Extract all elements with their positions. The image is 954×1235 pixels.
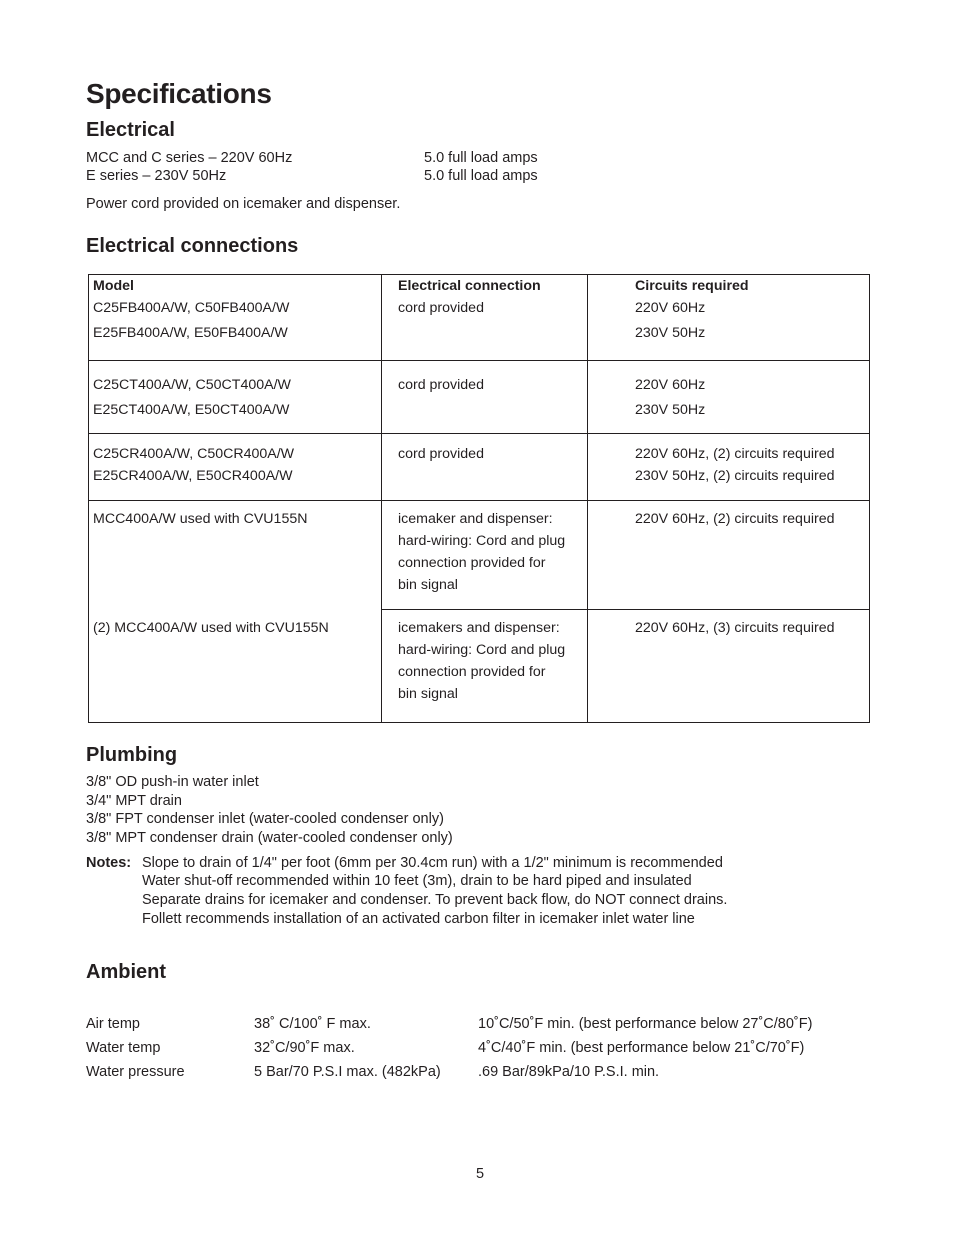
- ambient-label: Air temp: [86, 1016, 140, 1032]
- plumbing-line: 3/8" OD push-in water inlet: [86, 774, 259, 790]
- table-cell: icemaker and dispenser:: [398, 511, 553, 527]
- column-header-connection: Electrical connection: [398, 278, 541, 294]
- electrical-row-value: 5.0 full load amps: [424, 168, 538, 184]
- table-cell: icemakers and dispenser:: [398, 620, 560, 636]
- ambient-max: 38˚ C/100˚ F max.: [254, 1016, 371, 1032]
- column-divider: [381, 275, 382, 722]
- row-divider: [89, 433, 869, 434]
- page-title: Specifications: [86, 78, 272, 109]
- connections-heading: Electrical connections: [86, 235, 299, 257]
- table-row: [93, 374, 291, 421]
- plumbing-line: 3/4" MPT drain: [86, 793, 182, 809]
- table-cell: bin signal: [398, 577, 458, 593]
- page-number: 5: [476, 1166, 485, 1182]
- table-row: [93, 617, 329, 639]
- table-column: [398, 443, 484, 465]
- ambient-min: .69 Bar/89kPa/10 P.S.I. min.: [478, 1064, 660, 1080]
- table-cell: bin signal: [398, 686, 458, 702]
- table-column: [398, 617, 565, 705]
- table-column: [635, 374, 705, 421]
- note-line: Slope to drain of 1/4" per foot (6mm per 30.4cm run) with a 1/2" minimum is recommended: [142, 855, 723, 871]
- plumbing-line: 3/8" FPT condenser inlet (water-cooled condenser only): [86, 811, 444, 827]
- table-cell: 220V 60Hz: [635, 300, 706, 316]
- electrical-note: Power cord provided on icemaker and dispenser.: [86, 196, 401, 212]
- electrical-heading: Electrical: [86, 119, 175, 141]
- column-header-model: Model: [93, 278, 134, 294]
- table-cell: hard-wiring: Cord and plug: [398, 642, 566, 658]
- note-line: Separate drains for icemaker and condenser. To prevent back flow, do NOT connect drains.: [142, 892, 728, 908]
- table-cell: E25CT400A/W, E50CT400A/W: [93, 402, 290, 418]
- row-divider: [381, 609, 869, 610]
- plumbing-heading: Plumbing: [86, 744, 178, 766]
- table-column: [398, 275, 541, 319]
- column-divider: [587, 275, 588, 722]
- table-cell: (2) MCC400A/W used with CVU155N: [93, 620, 329, 636]
- table-cell: cord provided: [398, 377, 484, 393]
- note-line: Water shut-off recommended within 10 feet (3m), drain to be hard piped and insulated: [142, 873, 692, 889]
- ambient-min: 10˚C/50˚F min. (best performance below 27˚C/80˚F): [478, 1016, 813, 1032]
- table-cell: 230V 50Hz, (2) circuits required: [635, 468, 835, 484]
- table-column: [635, 617, 835, 639]
- row-divider: [89, 500, 869, 501]
- table-cell: connection provided for: [398, 664, 546, 680]
- table-row: [93, 508, 307, 530]
- row-divider: [89, 360, 869, 361]
- column-header-circuits: Circuits required: [635, 278, 749, 294]
- table-cell: 220V 60Hz: [635, 377, 706, 393]
- table-cell: cord provided: [398, 446, 484, 462]
- table-row: [93, 275, 289, 344]
- table-cell: C25FB400A/W, C50FB400A/W: [93, 300, 290, 316]
- table-cell: 220V 60Hz, (2) circuits required: [635, 446, 835, 462]
- table-cell: C25CT400A/W, C50CT400A/W: [93, 377, 291, 393]
- connections-table: [88, 274, 870, 723]
- ambient-max: 5 Bar/70 P.S.I max. (482kPa): [254, 1064, 441, 1080]
- table-cell: E25FB400A/W, E50FB400A/W: [93, 325, 288, 341]
- table-column: [635, 275, 749, 344]
- table-column: [398, 508, 565, 596]
- plumbing-line: 3/8" MPT condenser drain (water-cooled condenser only): [86, 830, 453, 846]
- table-cell: connection provided for: [398, 555, 546, 571]
- ambient-max: 32˚C/90˚F max.: [254, 1040, 355, 1056]
- table-column: [635, 508, 835, 530]
- ambient-label: Water pressure: [86, 1064, 185, 1080]
- table-cell: 220V 60Hz, (2) circuits required: [635, 511, 835, 527]
- table-row: [93, 443, 294, 487]
- table-cell: hard-wiring: Cord and plug: [398, 533, 566, 549]
- electrical-row-value: 5.0 full load amps: [424, 150, 538, 166]
- table-cell: cord provided: [398, 300, 484, 316]
- table-cell: E25CR400A/W, E50CR400A/W: [93, 468, 293, 484]
- table-cell: 230V 50Hz: [635, 402, 706, 418]
- table-column: [398, 374, 484, 396]
- notes-label: Notes:: [86, 855, 132, 871]
- ambient-min: 4˚C/40˚F min. (best performance below 21˚C/70˚F): [478, 1040, 805, 1056]
- table-cell: MCC400A/W used with CVU155N: [93, 511, 308, 527]
- electrical-row-label: MCC and C series – 220V 60Hz: [86, 150, 293, 166]
- table-cell: 220V 60Hz, (3) circuits required: [635, 620, 835, 636]
- table-column: [635, 443, 835, 487]
- electrical-row-label: E series – 230V 50Hz: [86, 168, 227, 184]
- table-cell: 230V 50Hz: [635, 325, 706, 341]
- table-cell: C25CR400A/W, C50CR400A/W: [93, 446, 295, 462]
- ambient-heading: Ambient: [86, 961, 166, 983]
- note-line: Follett recommends installation of an activated carbon filter in icemaker inlet water line: [142, 911, 695, 927]
- ambient-label: Water temp: [86, 1040, 161, 1056]
